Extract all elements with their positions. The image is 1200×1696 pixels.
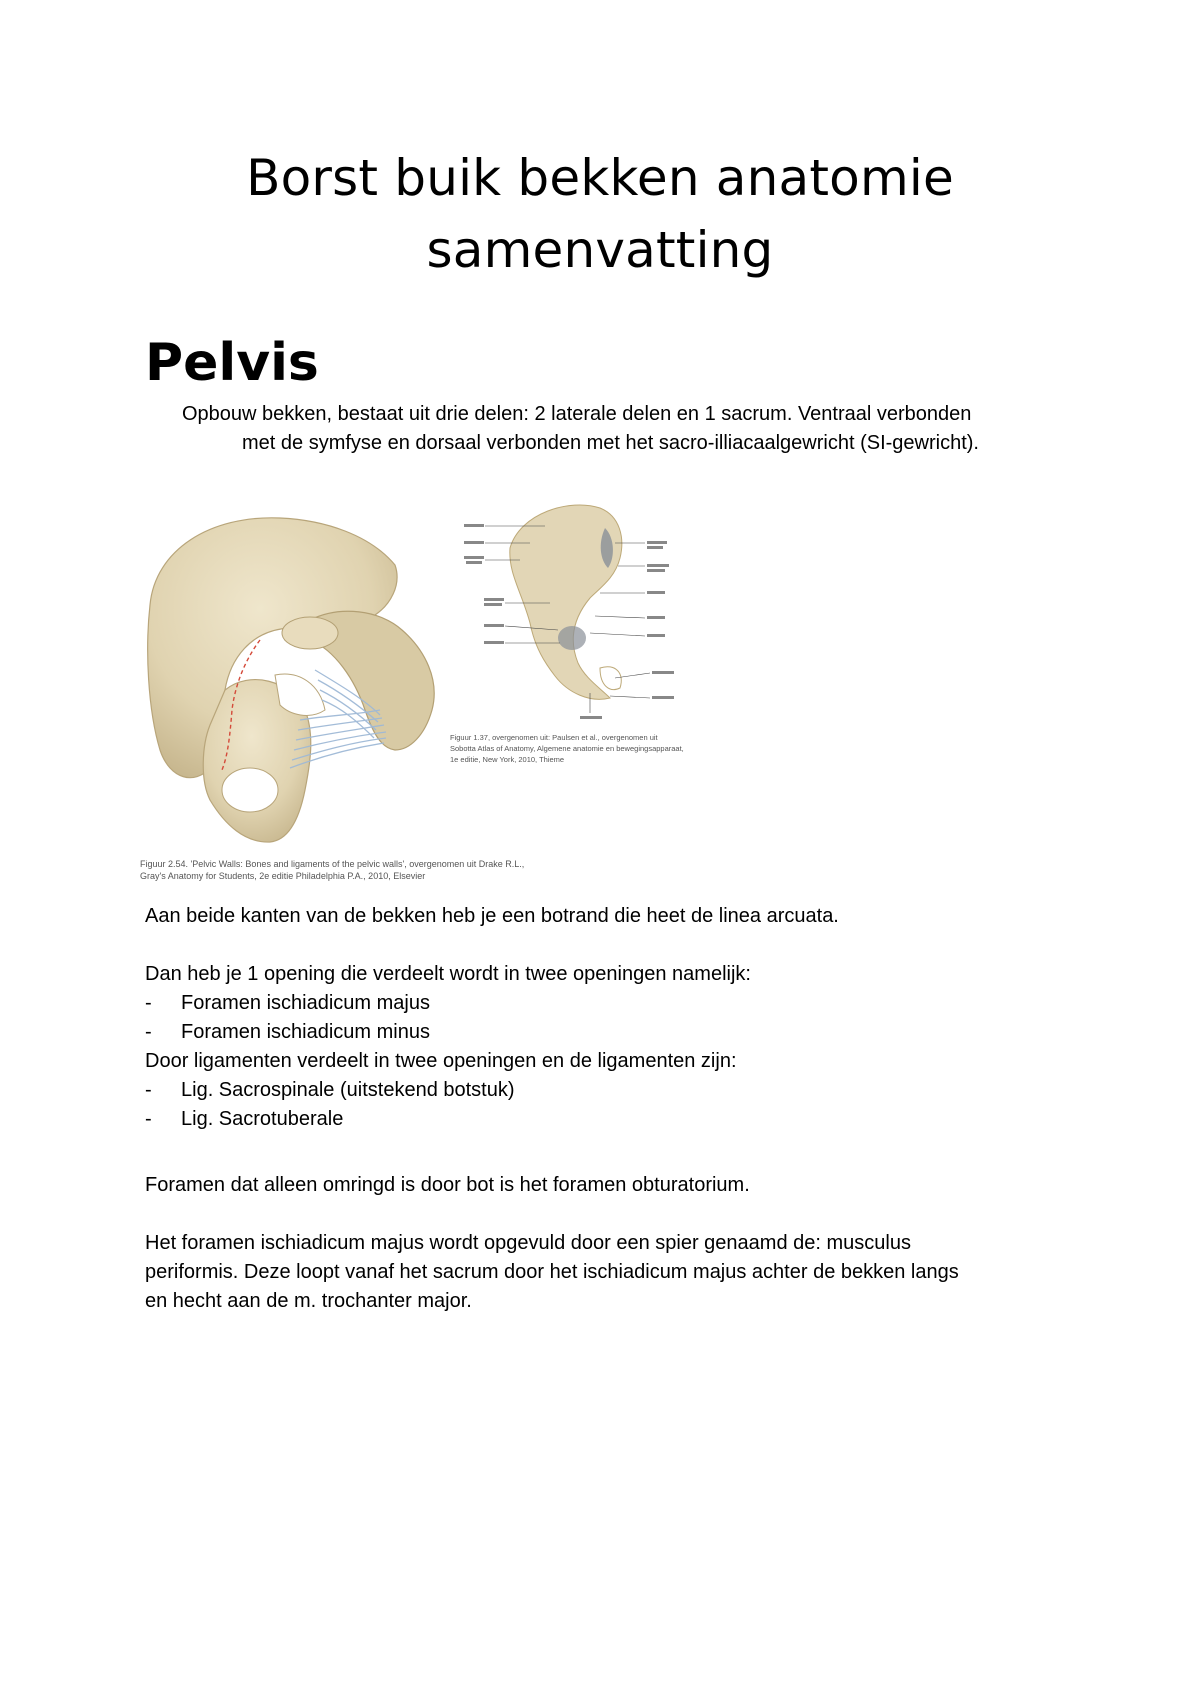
right-figure-caption <box>450 732 700 765</box>
intro-line-1: Opbouw bekken, bestaat uit drie delen: 2 laterale delen en 1 sacrum. Ventraal verbonden <box>182 403 972 425</box>
document-title <box>100 142 1100 286</box>
list-item-text: Foramen ischiadicum majus <box>181 992 430 1014</box>
list-item-foramen-minus <box>145 1018 1065 1047</box>
acetabulum-shape <box>558 626 586 650</box>
bullet-dash: - <box>145 1108 152 1130</box>
foramen-shape <box>600 667 621 690</box>
paragraph-obturatorium: Foramen dat alleen omringd is door bot is het foramen obturatorium. <box>145 1174 750 1196</box>
bullet-dash: - <box>145 992 152 1014</box>
list-item-text: Lig. Sacrotuberale <box>181 1108 344 1130</box>
list-item-text: Foramen ischiadicum minus <box>181 1021 430 1043</box>
list-item-foramen-majus <box>145 989 1065 1018</box>
list-item-lig-sacrospinale <box>145 1076 1065 1105</box>
figure-hip-bone-labelled <box>450 498 700 768</box>
left-caption-line-1: Figuur 2.54. 'Pelvic Walls: Bones and ligaments of the pelvic walls', overgenomen uit Drake R.L., <box>140 859 525 869</box>
left-caption-line-2: Gray's Anatomy for Students, 2e editie Philadelphia P.A., 2010, Elsevier <box>140 871 426 881</box>
title-line-2: samenvatting <box>426 221 774 279</box>
intro-paragraph <box>182 400 1067 458</box>
pelvic-walls-illustration <box>140 510 440 850</box>
right-caption-line-1: Figuur 1.37, overgenomen uit: Paulsen et al., overgenomen uit <box>450 733 658 742</box>
obturator-foramen-shape <box>222 768 278 812</box>
paragraph-opening: Dan heb je 1 opening die verdeelt wordt in twee openingen namelijk: <box>145 963 751 985</box>
hip-bone-illustration <box>450 498 700 728</box>
bullet-dash: - <box>145 1079 152 1101</box>
piriformis-line-2: periformis. Deze loopt vanaf het sacrum door het ischiadicum majus achter de bekken langs <box>145 1261 959 1283</box>
section-heading-pelvis: Pelvis <box>145 333 319 393</box>
list-item-text: Lig. Sacrospinale (uitstekend botstuk) <box>181 1079 515 1101</box>
bullet-dash: - <box>145 1021 152 1043</box>
right-caption-line-2: Sobotta Atlas of Anatomy, Algemene anatomie en bewegingsapparaat, <box>450 744 684 753</box>
paragraph-ligaments: Door ligamenten verdeelt in twee openingen en de ligamenten zijn: <box>145 1050 737 1072</box>
intro-line-2: met de symfyse en dorsaal verbonden met het sacro-illiacaalgewricht (SI-gewricht). <box>242 432 979 454</box>
piriformis-line-3: en hecht aan de m. trochanter major. <box>145 1290 472 1312</box>
left-figure-caption <box>140 858 525 882</box>
piriformis-line-1: Het foramen ischiadicum majus wordt opgevuld door een spier genaamd de: musculus <box>145 1232 911 1254</box>
foramina-block <box>145 960 1065 1134</box>
vertebra-shape <box>282 617 338 649</box>
title-line-1: Borst buik bekken anatomie <box>246 149 954 207</box>
list-item-lig-sacrotuberale <box>145 1105 1065 1134</box>
paragraph-linea-arcuata: Aan beide kanten van de bekken heb je een botrand die heet de linea arcuata. <box>145 905 839 927</box>
paragraph-piriformis <box>145 1229 1065 1316</box>
right-caption-line-3: 1e editie, New York, 2010, Thieme <box>450 755 565 764</box>
